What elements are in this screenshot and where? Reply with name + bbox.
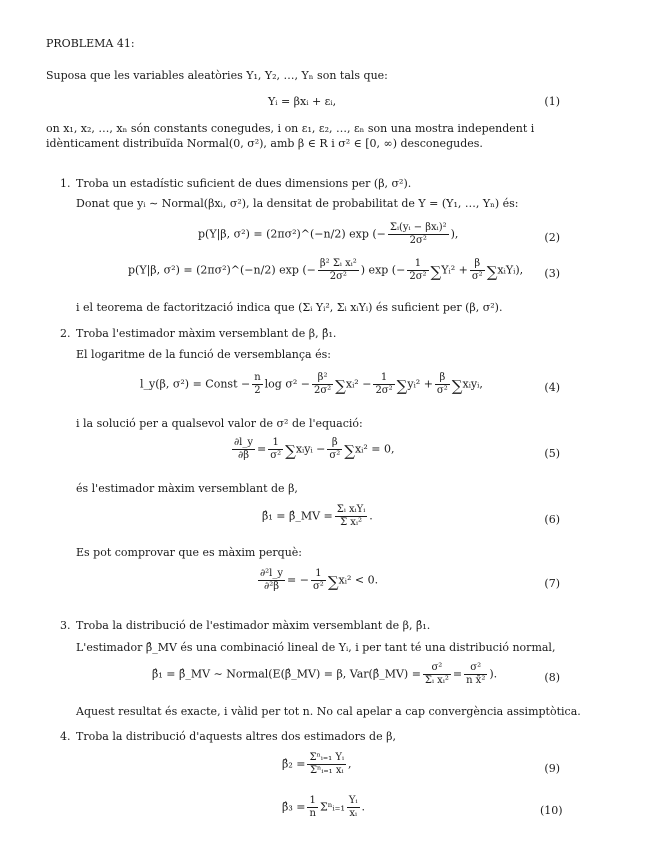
- equation-4: l_y(β, σ²) = Const − $\frac{n}{2}$ log σ² − $\frac{\text{β²}}{\text{2σ²}}$ ∑xᵢ² − $\frac{1}{\text{2σ²}}$ ∑yᵢ² + $\frac{\beta}{\text{σ²}}$ ∑xᵢyᵢ,: [140, 372, 483, 396]
- equation-1-number: (1): [544, 95, 560, 108]
- equation-3: p(Y|β, σ²) = (2πσ²)^(−n/2) exp (− $\frac{\text{β² Σᵢ xᵢ²}}{\text{2σ²}}$ ) exp (− $\frac{1}{\text{2σ²}}$ ∑Yᵢ² + $\frac{\beta}{\text{σ²}}$ ∑xᵢYᵢ),: [128, 258, 524, 282]
- intro-text: Suposa que les variables aleatòries Y₁, Y₂, …, Yₙ son tals que:: [46, 69, 388, 82]
- equation-8: β̂₁ = β̂_MV ∼ Normal(E(β̂_MV) = β, Var(β̂_MV) = $\frac{\text{σ²}}{\text{Σᵢ xᵢ²}}$ = $\frac{\text{σ²}}{\text{n x̄²}}$ ).: [152, 662, 498, 686]
- equation-7-number: (7): [544, 577, 560, 590]
- equation-5-number: (5): [544, 447, 560, 460]
- item-3-number: 3.: [60, 619, 71, 632]
- item-2-text-4: Es pot comprovar que es màxim perquè:: [76, 546, 302, 559]
- equation-10-number: (10): [540, 804, 563, 817]
- item-2-text-3: és l'estimador màxim versemblant de β,: [76, 482, 298, 495]
- item-2-text-2: i la solució per a qualsevol valor de σ² de l'equació:: [76, 417, 363, 430]
- item-1-text: Donat que yᵢ ∼ Normal(βxᵢ, σ²), la densitat de probabilitat de Y = (Y₁, …, Yₙ) és:: [76, 197, 519, 210]
- equation-8-number: (8): [544, 671, 560, 684]
- item-4-heading: Troba la distribució d'aquests altres dos estimadors de β,: [76, 730, 396, 743]
- item-2-text: El logaritme de la funció de versemblança és:: [76, 348, 331, 361]
- item-3-text: L'estimador β̂_MV és una combinació lineal de Yᵢ, i per tant té una distribució normal,: [76, 641, 556, 654]
- item-2-number: 2.: [60, 327, 71, 340]
- equation-9-number: (9): [544, 762, 560, 775]
- equation-5: $\frac{\partial l\_y}{\partial\beta}$ = $\frac{1}{\text{σ²}}$ ∑xᵢyᵢ − $\frac{\beta}{\text{σ²}}$ ∑xᵢ² = 0,: [234, 437, 395, 461]
- equation-10: β̂₃ = $\frac{1}{n}$ Σⁿᵢ₌₁ $\frac{\text{Yᵢ}}{\text{xᵢ}}$ .: [282, 795, 366, 819]
- item-1-conclusion: i el teorema de factorització indica que (Σᵢ Yᵢ², Σᵢ xᵢYᵢ) és suficient per (β, σ²).: [76, 301, 503, 314]
- equation-2-number: (2): [544, 231, 560, 244]
- equation-6: β̂₁ = β̂_MV = $\frac{\text{Σᵢ xᵢYᵢ}}{\text{Σ xᵢ²}}$ .: [262, 504, 373, 528]
- equation-9: β̂₂ = $\frac{\text{Σⁿᵢ₌₁ Yᵢ}}{\text{Σⁿᵢ₌₁ xᵢ}}$ ,: [282, 752, 352, 776]
- item-4-number: 4.: [60, 730, 71, 743]
- equation-6-number: (6): [544, 513, 560, 526]
- item-2-heading: Troba l'estimador màxim versemblant de β, β̂₁.: [76, 327, 337, 340]
- intro-paragraph-2: on x₁, x₂, …, xₙ són constants conegudes, i on ε₁, ε₂, …, εₙ son una mostra independent i idènticament distribuïda Normal(0, σ²), amb β ∈ R i σ² ∈ [0, ∞) desconegudes.: [46, 122, 535, 150]
- item-3-heading: Troba la distribució de l'estimador màxim versemblant de β, β̂₁.: [76, 619, 431, 632]
- problem-title: PROBLEMA 41:: [46, 37, 135, 50]
- equation-1: Yᵢ = βxᵢ + εᵢ,: [268, 95, 337, 108]
- item-1-number: 1.: [60, 177, 71, 190]
- item-3-text-2: Aquest resultat és exacte, i vàlid per tot n. No cal apelar a cap convergència assimptòtica.: [76, 705, 581, 718]
- equation-4-number: (4): [544, 381, 560, 394]
- equation-2: p(Y|β, σ²) = (2πσ²)^(−n/2) exp (− $\frac{\text{Σᵢ(yᵢ − βxᵢ)²}}{\text{2σ²}}$ ),: [198, 222, 459, 246]
- item-1-heading: Troba un estadístic suficient de dues dimensions per (β, σ²).: [76, 177, 412, 190]
- equation-3-number: (3): [544, 267, 560, 280]
- equation-7: $\frac{\text{∂²l\_y}}{\text{∂²β}}$ = − $\frac{1}{\text{σ²}}$ ∑xᵢ² < 0.: [260, 568, 379, 592]
